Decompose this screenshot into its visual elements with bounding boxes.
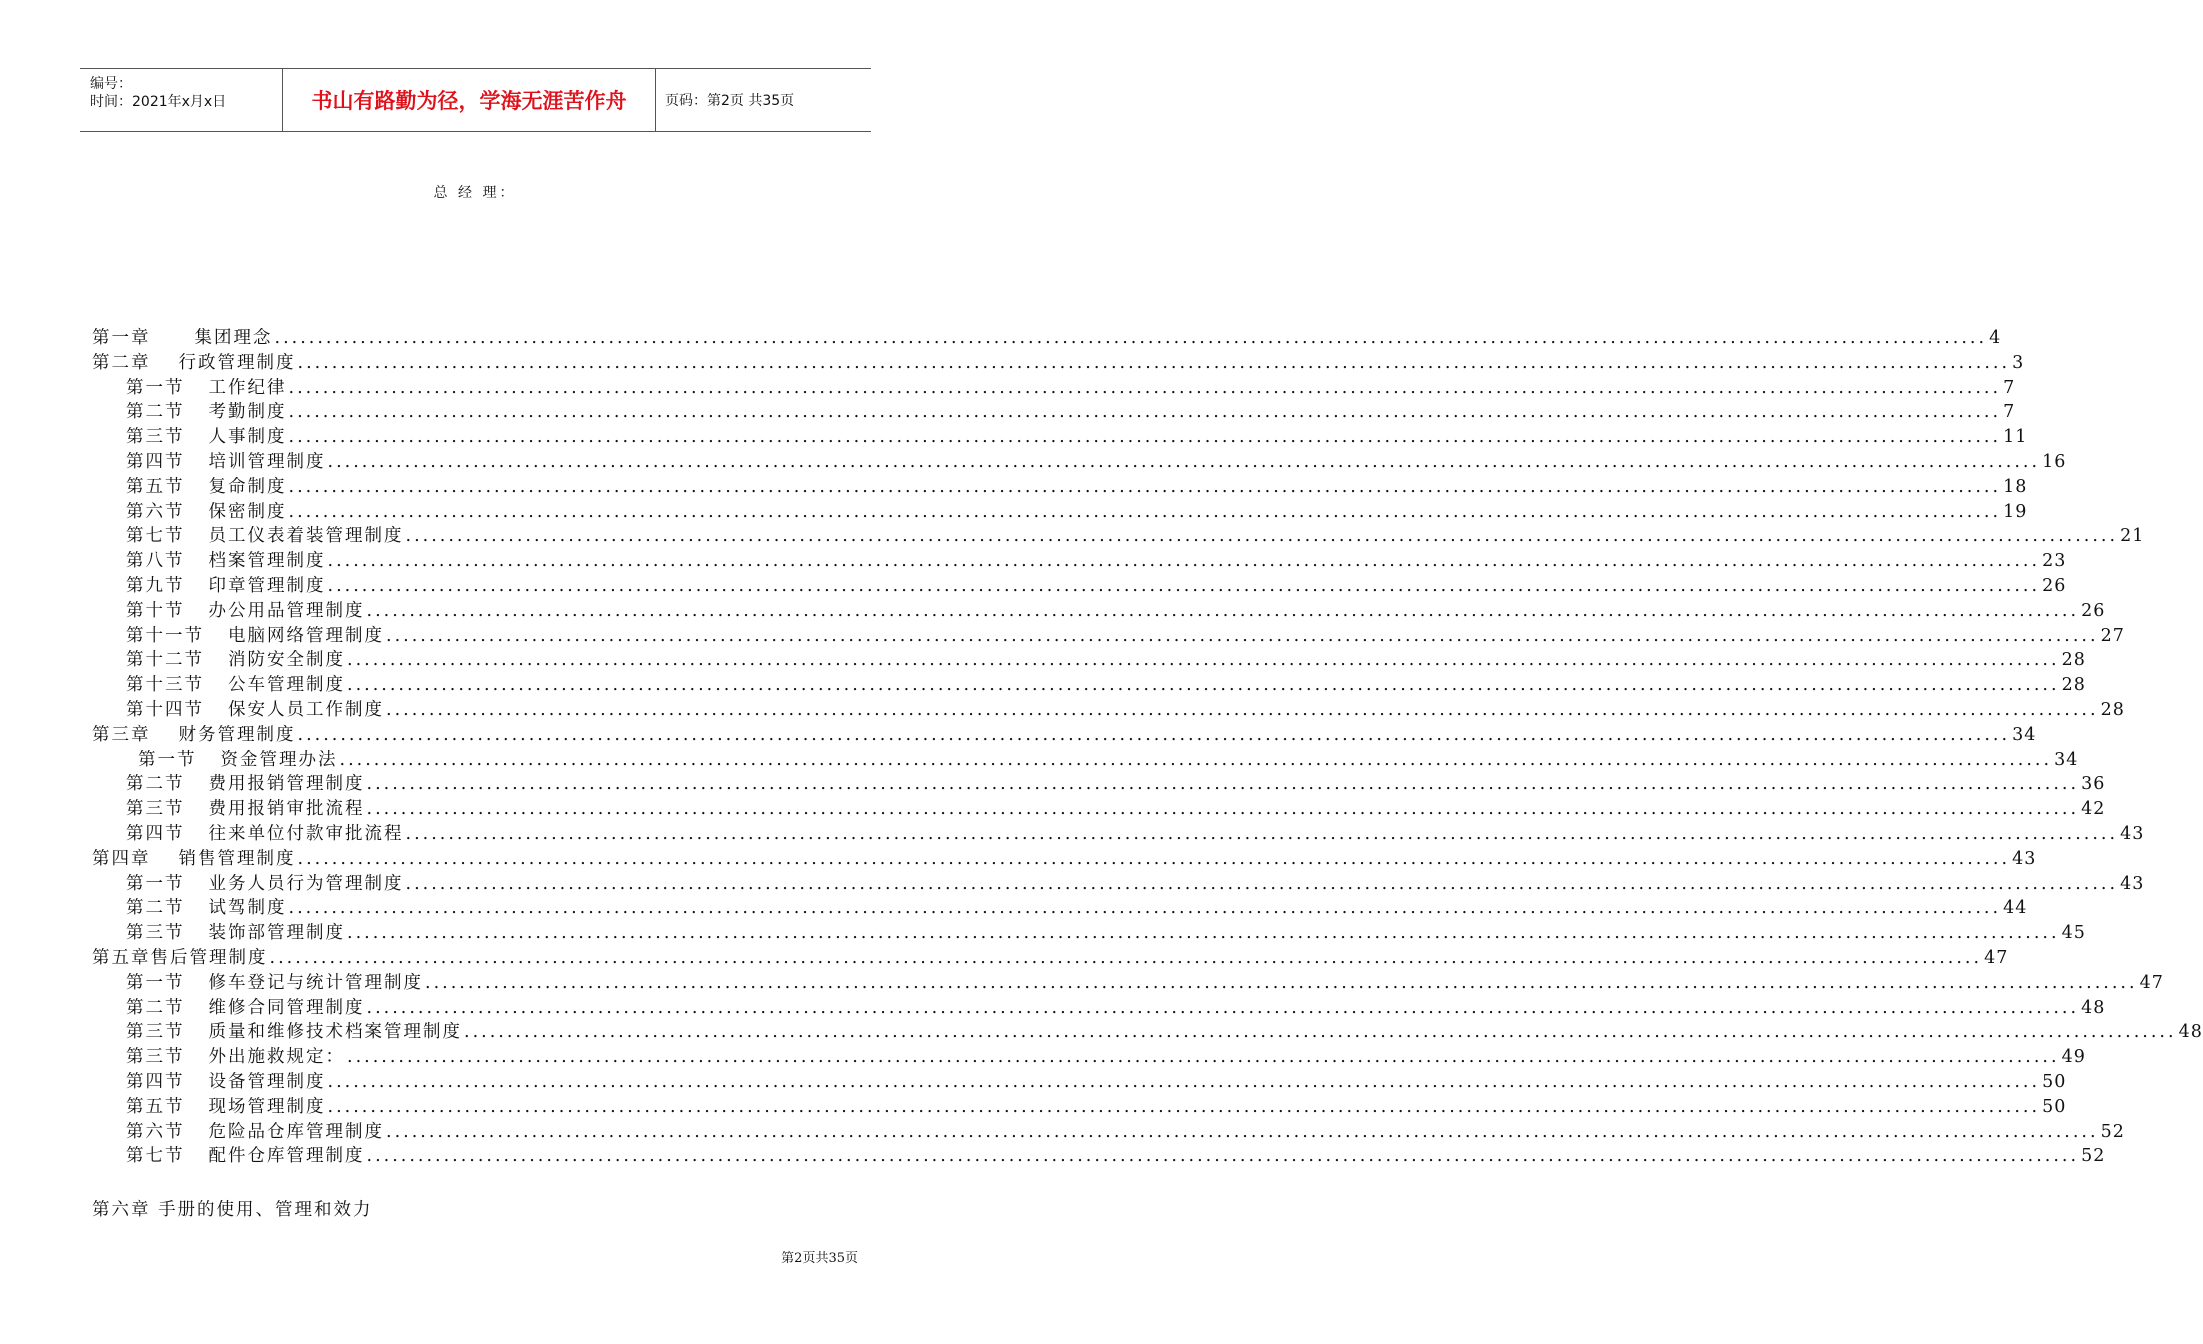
toc-entry-prefix: 第三节 xyxy=(126,799,185,820)
toc-entry-leader: ........................................................................................................................................................................................................ xyxy=(297,848,2011,869)
table-of-contents xyxy=(92,326,2203,1169)
toc-entry-page: 27 xyxy=(2100,625,2125,646)
toc-entry[interactable] xyxy=(92,822,2145,847)
toc-entry-prefix: 第一节 xyxy=(126,873,185,894)
toc-entry[interactable] xyxy=(92,921,2086,946)
toc-entry-label xyxy=(126,648,345,673)
toc-entry-label xyxy=(126,1070,326,1095)
toc-entry-label xyxy=(126,475,287,500)
toc-entry[interactable] xyxy=(92,648,2086,673)
toc-entry-leader: ........................................................................................................................................................................................................ xyxy=(288,476,2002,497)
toc-entry-page: 28 xyxy=(2061,675,2086,696)
toc-entry-prefix: 第二节 xyxy=(126,402,185,423)
toc-entry-title: 电脑网络管理制度 xyxy=(228,625,384,646)
toc-entry-leader: ........................................................................................................................................................................................................ xyxy=(347,923,2060,944)
toc-entry-label xyxy=(126,1095,326,1120)
toc-entry-label xyxy=(126,376,287,401)
toc-entry-label xyxy=(126,921,345,946)
toc-entry-label xyxy=(126,1120,384,1145)
toc-entry-title: 财务管理制度 xyxy=(178,724,296,745)
toc-entry-page: 26 xyxy=(2081,600,2106,621)
toc-entry[interactable] xyxy=(92,946,2009,971)
toc-entry-page: 44 xyxy=(2003,898,2028,919)
toc-entry-label xyxy=(126,425,287,450)
toc-entry-leader: ........................................................................................................................................................................................................ xyxy=(405,823,2119,844)
toc-entry-page: 34 xyxy=(2054,749,2079,770)
toc-entry-title: 外出施救规定： xyxy=(208,1047,345,1068)
toc-entry-leader: ........................................................................................................................................................................................................ xyxy=(297,352,2011,373)
toc-entry-prefix: 第九节 xyxy=(126,575,185,596)
toc-entry-label xyxy=(126,971,423,996)
toc-entry-title: 考勤制度 xyxy=(208,402,287,423)
toc-entry-page: 4 xyxy=(1989,328,2002,348)
toc-entry-title: 业务人员行为管理制度 xyxy=(208,873,404,894)
toc-entry-page: 26 xyxy=(2042,575,2067,596)
toc-entry-title: 维修合同管理制度 xyxy=(208,997,365,1018)
toc-entry[interactable] xyxy=(92,475,2028,500)
toc-entry[interactable] xyxy=(92,624,2125,649)
toc-entry-label xyxy=(126,450,326,475)
toc-entry[interactable] xyxy=(92,450,2067,475)
toc-entry-leader: ........................................................................................................................................................................................................ xyxy=(288,898,2002,919)
toc-entry-page: 7 xyxy=(2003,377,2016,398)
toc-entry-label xyxy=(126,624,384,649)
toc-entry[interactable] xyxy=(92,599,2106,624)
toc-entry-title: 办公用品管理制度 xyxy=(208,600,365,621)
toc-entry-title: 往来单位付款审批流程 xyxy=(208,823,404,844)
toc-entry[interactable] xyxy=(92,500,2028,525)
toc-entry-title: 资金管理办法 xyxy=(220,749,338,770)
toc-entry-leader: ........................................................................................................................................................................................................ xyxy=(288,377,2002,398)
toc-entry-page: 47 xyxy=(1984,947,2009,968)
toc-entry-page: 43 xyxy=(2012,848,2037,869)
toc-entry-title: 修车登记与统计管理制度 xyxy=(208,972,423,993)
toc-entry-page: 49 xyxy=(2061,1047,2086,1068)
toc-entry-title: 装饰部管理制度 xyxy=(208,923,345,944)
toc-entry-leader: ........................................................................................................................................................................................................ xyxy=(297,724,2011,745)
toc-entry-title: 消防安全制度 xyxy=(228,650,345,671)
toc-entry-prefix: 第四节 xyxy=(126,823,185,844)
chapter-six-heading: 第六章 手册的使用、管理和效力 xyxy=(92,1200,373,1220)
toc-entry[interactable] xyxy=(92,872,2145,897)
toc-entry-label xyxy=(126,574,326,599)
toc-entry-label xyxy=(126,996,365,1021)
toc-entry-title: 销售管理制度 xyxy=(178,848,296,869)
toc-entry-prefix: 第三章 xyxy=(92,724,151,745)
toc-entry[interactable] xyxy=(92,996,2106,1021)
toc-entry-page: 23 xyxy=(2042,551,2067,572)
toc-entry-prefix: 第一章 xyxy=(92,328,151,348)
toc-entry-title: 费用报销管理制度 xyxy=(208,774,365,795)
toc-entry-leader: ........................................................................................................................................................................................................ xyxy=(464,1022,2177,1043)
toc-entry-label xyxy=(92,946,268,971)
toc-entry-prefix: 第五节 xyxy=(126,1096,185,1117)
toc-entry-prefix: 第六节 xyxy=(126,501,185,522)
toc-entry-leader: ........................................................................................................................................................................................................ xyxy=(405,526,2119,547)
toc-entry-page: 47 xyxy=(2139,972,2164,993)
toc-entry-leader: ........................................................................................................................................................................................................ xyxy=(347,675,2060,696)
toc-entry-leader: ........................................................................................................................................................................................................ xyxy=(269,947,1983,968)
toc-entry-title: 费用报销审批流程 xyxy=(208,799,365,820)
page-footer: 第2页共35页 xyxy=(781,1251,858,1266)
toc-entry[interactable] xyxy=(92,896,2028,921)
toc-entry-title: 公车管理制度 xyxy=(228,675,345,696)
toc-entry[interactable] xyxy=(92,1120,2125,1145)
toc-entry[interactable] xyxy=(92,723,2037,748)
toc-entry[interactable] xyxy=(92,1070,2067,1095)
toc-entry-page: 16 xyxy=(2042,451,2067,472)
toc-entry-label xyxy=(126,599,365,624)
toc-entry-prefix: 第七节 xyxy=(126,1146,185,1167)
toc-entry[interactable] xyxy=(92,1144,2106,1169)
toc-entry-prefix: 第一节 xyxy=(126,972,185,993)
toc-entry[interactable] xyxy=(92,326,2002,351)
toc-entry[interactable] xyxy=(92,1045,2086,1070)
toc-entry-page: 48 xyxy=(2178,1022,2203,1043)
toc-entry-prefix: 第十一节 xyxy=(126,625,204,646)
toc-entry-label xyxy=(92,326,273,351)
toc-entry-label xyxy=(126,772,365,797)
toc-entry-page: 43 xyxy=(2120,823,2145,844)
toc-entry-page: 36 xyxy=(2081,774,2106,795)
toc-entry-prefix: 第二节 xyxy=(126,898,185,919)
toc-entry-label xyxy=(126,673,345,698)
toc-entry-leader: ........................................................................................................................................................................................................ xyxy=(327,1071,2041,1092)
toc-entry-page: 34 xyxy=(2012,724,2037,745)
toc-entry-label xyxy=(126,524,404,549)
toc-entry-leader: ........................................................................................................................................................................................................ xyxy=(366,997,2080,1018)
toc-entry[interactable] xyxy=(92,748,2079,773)
toc-entry-leader: ........................................................................................................................................................................................................ xyxy=(327,551,2041,572)
toc-entry-prefix: 第五节 xyxy=(126,476,185,497)
toc-entry-title: 集团理念 xyxy=(194,328,273,348)
toc-entry-title: 现场管理制度 xyxy=(208,1096,326,1117)
toc-entry-title: 配件仓库管理制度 xyxy=(208,1146,365,1167)
toc-entry[interactable] xyxy=(92,698,2125,723)
toc-entry-title: 培训管理制度 xyxy=(208,451,326,472)
toc-entry-prefix: 第二节 xyxy=(126,774,185,795)
toc-entry-prefix: 第七节 xyxy=(126,526,185,547)
toc-entry-label xyxy=(126,400,287,425)
toc-entry-title: 质量和维修技术档案管理制度 xyxy=(208,1022,462,1043)
toc-entry-label xyxy=(126,549,326,574)
toc-entry[interactable] xyxy=(92,772,2106,797)
toc-entry-prefix: 第八节 xyxy=(126,551,185,572)
toc-entry-label xyxy=(126,797,365,822)
toc-entry-title: 试驾制度 xyxy=(208,898,287,919)
toc-entry-title: 员工仪表着装管理制度 xyxy=(208,526,404,547)
toc-entry-page: 3 xyxy=(2012,352,2025,373)
toc-entry-leader: ........................................................................................................................................................................................................ xyxy=(274,328,1988,348)
toc-entry-title: 危险品仓库管理制度 xyxy=(208,1121,384,1142)
toc-entry-page: 43 xyxy=(2120,873,2145,894)
header-left-cell xyxy=(80,69,282,131)
toc-entry-prefix: 第十四节 xyxy=(126,699,204,720)
toc-entry-page: 52 xyxy=(2100,1121,2125,1142)
toc-entry-leader: ........................................................................................................................................................................................................ xyxy=(288,402,2002,423)
toc-entry-title: 印章管理制度 xyxy=(208,575,326,596)
toc-entry-label xyxy=(126,698,384,723)
toc-entry-page: 7 xyxy=(2003,402,2016,423)
toc-entry-leader: ........................................................................................................................................................................................................ xyxy=(339,749,2053,770)
toc-entry-title: 行政管理制度 xyxy=(178,352,296,373)
toc-entry[interactable] xyxy=(92,1020,2203,1045)
toc-entry-leader: ........................................................................................................................................................................................................ xyxy=(386,625,2099,646)
toc-entry-leader: ........................................................................................................................................................................................................ xyxy=(327,1096,2041,1117)
toc-entry-page: 48 xyxy=(2081,997,2106,1018)
header-page-info: 页码：第2页 共35页 xyxy=(665,93,795,109)
toc-entry-leader: ........................................................................................................................................................................................................ xyxy=(288,427,2002,448)
toc-entry-page: 52 xyxy=(2081,1146,2106,1167)
toc-entry-page: 42 xyxy=(2081,799,2106,820)
toc-entry-title: 保安人员工作制度 xyxy=(228,699,384,720)
toc-entry-page: 50 xyxy=(2042,1071,2067,1092)
toc-entry[interactable] xyxy=(92,574,2067,599)
toc-entry-page: 50 xyxy=(2042,1096,2067,1117)
toc-entry-title: 保密制度 xyxy=(208,501,287,522)
toc-entry-label xyxy=(126,1020,462,1045)
document-time-label: 时间：2021年x月x日 xyxy=(90,94,227,110)
toc-entry-leader: ........................................................................................................................................................................................................ xyxy=(366,1146,2080,1167)
toc-entry-label xyxy=(126,872,404,897)
page-header xyxy=(80,68,871,132)
toc-entry-prefix: 第三节 xyxy=(126,1047,185,1068)
toc-entry-leader: ........................................................................................................................................................................................................ xyxy=(386,1121,2099,1142)
toc-entry-label xyxy=(126,896,287,921)
toc-entry-leader: ........................................................................................................................................................................................................ xyxy=(327,451,2041,472)
toc-entry-title: 售后管理制度 xyxy=(150,947,268,968)
toc-entry-label xyxy=(126,500,287,525)
toc-entry-label xyxy=(92,723,296,748)
toc-entry-leader: ........................................................................................................................................................................................................ xyxy=(288,501,2002,522)
toc-entry-label xyxy=(126,822,404,847)
toc-entry[interactable] xyxy=(92,524,2145,549)
toc-entry-prefix: 第五章 xyxy=(92,947,151,968)
toc-entry[interactable] xyxy=(92,847,2037,872)
toc-entry-prefix: 第十二节 xyxy=(126,650,204,671)
toc-entry[interactable] xyxy=(92,351,2025,376)
toc-entry-leader: ........................................................................................................................................................................................................ xyxy=(405,873,2119,894)
toc-entry-page: 19 xyxy=(2003,501,2028,522)
toc-entry-label xyxy=(92,351,296,376)
toc-entry-page: 11 xyxy=(2003,427,2028,448)
toc-entry-page: 28 xyxy=(2100,699,2125,720)
toc-entry-page: 45 xyxy=(2061,923,2086,944)
toc-entry-leader: ........................................................................................................................................................................................................ xyxy=(366,799,2080,820)
toc-entry-prefix: 第一节 xyxy=(126,377,185,398)
toc-entry-title: 档案管理制度 xyxy=(208,551,326,572)
toc-entry-leader: ........................................................................................................................................................................................................ xyxy=(366,600,2080,621)
toc-entry[interactable] xyxy=(92,673,2086,698)
toc-entry[interactable] xyxy=(92,1095,2067,1120)
toc-entry-leader: ........................................................................................................................................................................................................ xyxy=(386,699,2099,720)
toc-entry[interactable] xyxy=(92,971,2164,996)
toc-entry-prefix: 第四节 xyxy=(126,1071,185,1092)
toc-entry-title: 复命制度 xyxy=(208,476,287,497)
document-number-label: 编号： xyxy=(90,76,132,92)
toc-entry-prefix: 第十三节 xyxy=(126,675,204,696)
toc-entry-label xyxy=(126,1144,365,1169)
toc-entry-prefix: 第二章 xyxy=(92,352,151,373)
toc-entry-leader: ........................................................................................................................................................................................................ xyxy=(347,650,2060,671)
toc-entry-prefix: 第一节 xyxy=(138,749,197,770)
toc-entry[interactable] xyxy=(92,797,2106,822)
toc-entry-prefix: 第二节 xyxy=(126,997,185,1018)
toc-entry[interactable] xyxy=(92,376,2016,401)
toc-entry-title: 工作纪律 xyxy=(208,377,287,398)
toc-entry-leader: ........................................................................................................................................................................................................ xyxy=(425,972,2138,993)
toc-entry-prefix: 第三节 xyxy=(126,1022,185,1043)
toc-entry-prefix: 第四章 xyxy=(92,848,151,869)
toc-entry-label xyxy=(92,847,296,872)
toc-entry-leader: ........................................................................................................................................................................................................ xyxy=(347,1047,2060,1068)
toc-entry-leader: ........................................................................................................................................................................................................ xyxy=(366,774,2080,795)
toc-entry-leader: ........................................................................................................................................................................................................ xyxy=(327,575,2041,596)
general-manager-label: 总 经 理： xyxy=(433,185,517,201)
toc-entry-label xyxy=(138,748,338,773)
toc-entry-page: 21 xyxy=(2120,526,2145,547)
toc-entry[interactable] xyxy=(92,425,2028,450)
toc-entry-prefix: 第四节 xyxy=(126,451,185,472)
header-motto: 书山有路勤为径，学海无涯苦作舟 xyxy=(282,69,656,131)
toc-entry-page: 28 xyxy=(2061,650,2086,671)
toc-entry-prefix: 第三节 xyxy=(126,923,185,944)
toc-entry-prefix: 第十节 xyxy=(126,600,185,621)
toc-entry-prefix: 第六节 xyxy=(126,1121,185,1142)
toc-entry-label xyxy=(126,1045,345,1070)
toc-entry-prefix: 第三节 xyxy=(126,427,185,448)
toc-entry-title: 设备管理制度 xyxy=(208,1071,326,1092)
toc-entry[interactable] xyxy=(92,400,2016,425)
toc-entry[interactable] xyxy=(92,549,2067,574)
toc-entry-page: 18 xyxy=(2003,476,2028,497)
toc-entry-title: 人事制度 xyxy=(208,427,287,448)
